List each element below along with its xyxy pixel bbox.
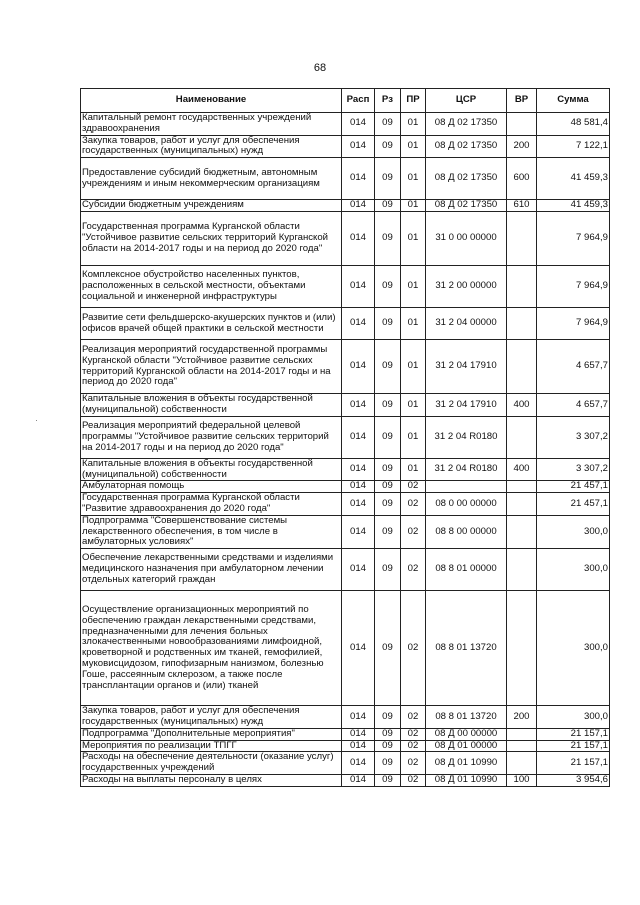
cell-rz: 09 bbox=[375, 706, 401, 729]
cell-vr bbox=[507, 308, 537, 340]
table-row bbox=[81, 493, 610, 516]
cell-pr: 02 bbox=[401, 591, 426, 706]
cell-name: Осуществление организационных мероприятий по обеспечению граждан лекарственными средствами, предназначенными для лечения больных злокачественными новообразованиями лимфоидной, кроветворной и родственных им тканей, гемофилией, муковисцидозом, гипофизарным нанизмом, болезнью Гоше, рассеянным склерозом, а также после трансплантации органов и (или) тканей bbox=[81, 591, 342, 706]
cell-vr: 200 bbox=[507, 706, 537, 729]
cell-sum: 21 157,1 bbox=[537, 740, 610, 752]
cell-pr: 02 bbox=[401, 481, 426, 493]
cell-sum: 21 457,1 bbox=[537, 481, 610, 493]
cell-csr: 08 0 00 00000 bbox=[426, 493, 507, 516]
cell-vr bbox=[507, 740, 537, 752]
cell-name: Реализация мероприятий федеральной целевой программы "Устойчивое развитие сельских территорий на 2014-2017 годы и на период до 2020 года" bbox=[81, 416, 342, 458]
cell-sum: 41 459,3 bbox=[537, 200, 610, 212]
cell-pr: 02 bbox=[401, 515, 426, 548]
cell-rz: 09 bbox=[375, 416, 401, 458]
cell-csr: 08 Д 01 10990 bbox=[426, 752, 507, 775]
cell-name: Мероприятия по реализации ТПГГ bbox=[81, 740, 342, 752]
cell-vr: 610 bbox=[507, 200, 537, 212]
cell-sum: 3 307,2 bbox=[537, 416, 610, 458]
cell-pr: 01 bbox=[401, 308, 426, 340]
cell-csr bbox=[426, 481, 507, 493]
table-row bbox=[81, 200, 610, 212]
cell-rz: 09 bbox=[375, 200, 401, 212]
table-row bbox=[81, 752, 610, 775]
cell-rasp: 014 bbox=[342, 135, 375, 158]
cell-csr: 31 2 00 00000 bbox=[426, 266, 507, 308]
cell-vr bbox=[507, 752, 537, 775]
cell-vr bbox=[507, 416, 537, 458]
cell-vr bbox=[507, 493, 537, 516]
header-name: Наименование bbox=[81, 89, 342, 113]
cell-name: Реализация мероприятий государственной программы Курганской области "Устойчивое развитие сельских территорий Курганской области на 2014-2017 годы и на период до 2020 года" bbox=[81, 340, 342, 394]
cell-pr: 01 bbox=[401, 340, 426, 394]
cell-pr: 01 bbox=[401, 394, 426, 417]
cell-csr: 31 2 04 R0180 bbox=[426, 416, 507, 458]
cell-name: Закупка товаров, работ и услуг для обеспечения государственных (муниципальных) нужд bbox=[81, 135, 342, 158]
cell-rasp: 014 bbox=[342, 212, 375, 266]
table-row bbox=[81, 113, 610, 136]
cell-name: Капитальные вложения в объекты государственной (муниципальной) собственности bbox=[81, 394, 342, 417]
cell-pr: 01 bbox=[401, 200, 426, 212]
cell-csr: 08 Д 02 17350 bbox=[426, 135, 507, 158]
cell-rasp: 014 bbox=[342, 752, 375, 775]
cell-pr: 01 bbox=[401, 212, 426, 266]
cell-rasp: 014 bbox=[342, 591, 375, 706]
cell-rz: 09 bbox=[375, 752, 401, 775]
cell-pr: 01 bbox=[401, 458, 426, 481]
cell-vr: 600 bbox=[507, 158, 537, 200]
cell-sum: 3 307,2 bbox=[537, 458, 610, 481]
cell-rz: 09 bbox=[375, 740, 401, 752]
cell-rasp: 014 bbox=[342, 416, 375, 458]
cell-rasp: 014 bbox=[342, 774, 375, 786]
cell-csr: 08 Д 00 00000 bbox=[426, 728, 507, 740]
cell-csr: 08 Д 02 17350 bbox=[426, 113, 507, 136]
table-row bbox=[81, 135, 610, 158]
cell-rasp: 014 bbox=[342, 728, 375, 740]
table-row bbox=[81, 706, 610, 729]
cell-sum: 7 964,9 bbox=[537, 308, 610, 340]
cell-sum: 300,0 bbox=[537, 706, 610, 729]
header-rasp: Расп bbox=[342, 89, 375, 113]
cell-vr bbox=[507, 212, 537, 266]
cell-pr: 02 bbox=[401, 549, 426, 591]
cell-csr: 31 2 04 17910 bbox=[426, 394, 507, 417]
table-row bbox=[81, 416, 610, 458]
cell-pr: 01 bbox=[401, 113, 426, 136]
table-row bbox=[81, 212, 610, 266]
cell-csr: 08 8 01 13720 bbox=[426, 591, 507, 706]
table-row bbox=[81, 591, 610, 706]
cell-name: Обеспечение лекарственными средствами и изделиями медицинского назначения при амбулаторном лечении отдельных категорий граждан bbox=[81, 549, 342, 591]
table-row bbox=[81, 394, 610, 417]
cell-vr bbox=[507, 481, 537, 493]
cell-name: Государственная программа Курганской области "Развитие здравоохранения до 2020 года" bbox=[81, 493, 342, 516]
header-rz: Рз bbox=[375, 89, 401, 113]
header-sum: Сумма bbox=[537, 89, 610, 113]
cell-pr: 01 bbox=[401, 135, 426, 158]
cell-name: Подпрограмма "Дополнительные мероприятия" bbox=[81, 728, 342, 740]
cell-vr: 400 bbox=[507, 458, 537, 481]
cell-rasp: 014 bbox=[342, 266, 375, 308]
cell-rz: 09 bbox=[375, 113, 401, 136]
cell-rasp: 014 bbox=[342, 549, 375, 591]
header-pr: ПР bbox=[401, 89, 426, 113]
table-row bbox=[81, 549, 610, 591]
cell-sum: 4 657,7 bbox=[537, 394, 610, 417]
cell-rz: 09 bbox=[375, 458, 401, 481]
table-row bbox=[81, 728, 610, 740]
table-row bbox=[81, 774, 610, 786]
cell-sum: 41 459,3 bbox=[537, 158, 610, 200]
cell-csr: 31 2 04 00000 bbox=[426, 308, 507, 340]
table-row bbox=[81, 515, 610, 548]
cell-sum: 4 657,7 bbox=[537, 340, 610, 394]
cell-sum: 7 122,1 bbox=[537, 135, 610, 158]
cell-csr: 31 2 04 17910 bbox=[426, 340, 507, 394]
cell-csr: 08 Д 01 10990 bbox=[426, 774, 507, 786]
cell-pr: 02 bbox=[401, 728, 426, 740]
cell-csr: 08 8 00 00000 bbox=[426, 515, 507, 548]
cell-sum: 21 157,1 bbox=[537, 752, 610, 775]
cell-rasp: 014 bbox=[342, 493, 375, 516]
cell-name: Предоставление субсидий бюджетным, автономным учреждениям и иным некоммерческим организациям bbox=[81, 158, 342, 200]
cell-vr bbox=[507, 728, 537, 740]
cell-rasp: 014 bbox=[342, 340, 375, 394]
table-row bbox=[81, 481, 610, 493]
cell-name: Амбулаторная помощь bbox=[81, 481, 342, 493]
cell-rz: 09 bbox=[375, 728, 401, 740]
cell-name: Расходы на обеспечение деятельности (оказание услуг) государственных учреждений bbox=[81, 752, 342, 775]
cell-rz: 09 bbox=[375, 308, 401, 340]
cell-rasp: 014 bbox=[342, 458, 375, 481]
cell-name: Субсидии бюджетным учреждениям bbox=[81, 200, 342, 212]
table-body bbox=[81, 113, 610, 787]
cell-rasp: 014 bbox=[342, 113, 375, 136]
cell-vr bbox=[507, 515, 537, 548]
cell-rasp: 014 bbox=[342, 706, 375, 729]
header-csr: ЦСР bbox=[426, 89, 507, 113]
cell-rz: 09 bbox=[375, 266, 401, 308]
cell-pr: 01 bbox=[401, 158, 426, 200]
cell-rz: 09 bbox=[375, 135, 401, 158]
cell-vr: 100 bbox=[507, 774, 537, 786]
cell-csr: 31 2 04 R0180 bbox=[426, 458, 507, 481]
table-row bbox=[81, 158, 610, 200]
cell-name: Развитие сети фельдшерско-акушерских пунктов и (или) офисов врачей общей практики в сельской местности bbox=[81, 308, 342, 340]
cell-pr: 02 bbox=[401, 774, 426, 786]
cell-rasp: 014 bbox=[342, 200, 375, 212]
cell-pr: 01 bbox=[401, 416, 426, 458]
cell-sum: 3 954,6 bbox=[537, 774, 610, 786]
page-number: 68 bbox=[313, 62, 327, 74]
table-row bbox=[81, 308, 610, 340]
cell-rz: 09 bbox=[375, 493, 401, 516]
cell-vr bbox=[507, 549, 537, 591]
cell-rz: 09 bbox=[375, 212, 401, 266]
cell-rasp: 014 bbox=[342, 308, 375, 340]
cell-sum: 300,0 bbox=[537, 515, 610, 548]
budget-table bbox=[80, 88, 610, 787]
cell-rasp: 014 bbox=[342, 394, 375, 417]
cell-pr: 02 bbox=[401, 752, 426, 775]
cell-csr: 31 0 00 00000 bbox=[426, 212, 507, 266]
cell-csr: 08 8 01 13720 bbox=[426, 706, 507, 729]
cell-vr bbox=[507, 113, 537, 136]
cell-name: Комплексное обустройство населенных пунктов, расположенных в сельской местности, объектами социальной и инженерной инфраструктуры bbox=[81, 266, 342, 308]
cell-rz: 09 bbox=[375, 394, 401, 417]
header-row bbox=[81, 89, 610, 113]
header-vr: ВР bbox=[507, 89, 537, 113]
cell-sum: 21 157,1 bbox=[537, 728, 610, 740]
cell-name: Закупка товаров, работ и услуг для обеспечения государственных (муниципальных) нужд bbox=[81, 706, 342, 729]
cell-rz: 09 bbox=[375, 481, 401, 493]
cell-rasp: 014 bbox=[342, 158, 375, 200]
margin-mark bbox=[36, 420, 37, 421]
cell-vr: 200 bbox=[507, 135, 537, 158]
cell-rasp: 014 bbox=[342, 740, 375, 752]
cell-vr bbox=[507, 340, 537, 394]
table-row bbox=[81, 340, 610, 394]
cell-name: Капитальный ремонт государственных учреждений здравоохранения bbox=[81, 113, 342, 136]
cell-name: Капитальные вложения в объекты государственной (муниципальной) собственности bbox=[81, 458, 342, 481]
cell-rasp: 014 bbox=[342, 481, 375, 493]
cell-csr: 08 Д 02 17350 bbox=[426, 158, 507, 200]
cell-rz: 09 bbox=[375, 774, 401, 786]
cell-sum: 7 964,9 bbox=[537, 266, 610, 308]
cell-sum: 7 964,9 bbox=[537, 212, 610, 266]
cell-sum: 300,0 bbox=[537, 591, 610, 706]
cell-csr: 08 Д 01 00000 bbox=[426, 740, 507, 752]
cell-rz: 09 bbox=[375, 549, 401, 591]
cell-vr bbox=[507, 266, 537, 308]
cell-name: Государственная программа Курганской области "Устойчивое развитие сельских территорий Курганской области на 2014-2017 годы и на период до 2020 года" bbox=[81, 212, 342, 266]
cell-rz: 09 bbox=[375, 591, 401, 706]
cell-rz: 09 bbox=[375, 515, 401, 548]
cell-rz: 09 bbox=[375, 340, 401, 394]
cell-sum: 300,0 bbox=[537, 549, 610, 591]
cell-vr bbox=[507, 591, 537, 706]
cell-pr: 01 bbox=[401, 266, 426, 308]
cell-pr: 02 bbox=[401, 493, 426, 516]
cell-name: Подпрограмма "Совершенствование системы лекарственного обеспечения, в том числе в амбулаторных условиях" bbox=[81, 515, 342, 548]
cell-name: Расходы на выплаты персоналу в целях bbox=[81, 774, 342, 786]
cell-sum: 21 457,1 bbox=[537, 493, 610, 516]
table-row bbox=[81, 266, 610, 308]
cell-sum: 48 581,4 bbox=[537, 113, 610, 136]
cell-pr: 02 bbox=[401, 740, 426, 752]
cell-csr: 08 8 01 00000 bbox=[426, 549, 507, 591]
cell-pr: 02 bbox=[401, 706, 426, 729]
cell-vr: 400 bbox=[507, 394, 537, 417]
cell-rz: 09 bbox=[375, 158, 401, 200]
table-row bbox=[81, 740, 610, 752]
cell-csr: 08 Д 02 17350 bbox=[426, 200, 507, 212]
cell-rasp: 014 bbox=[342, 515, 375, 548]
table-row bbox=[81, 458, 610, 481]
